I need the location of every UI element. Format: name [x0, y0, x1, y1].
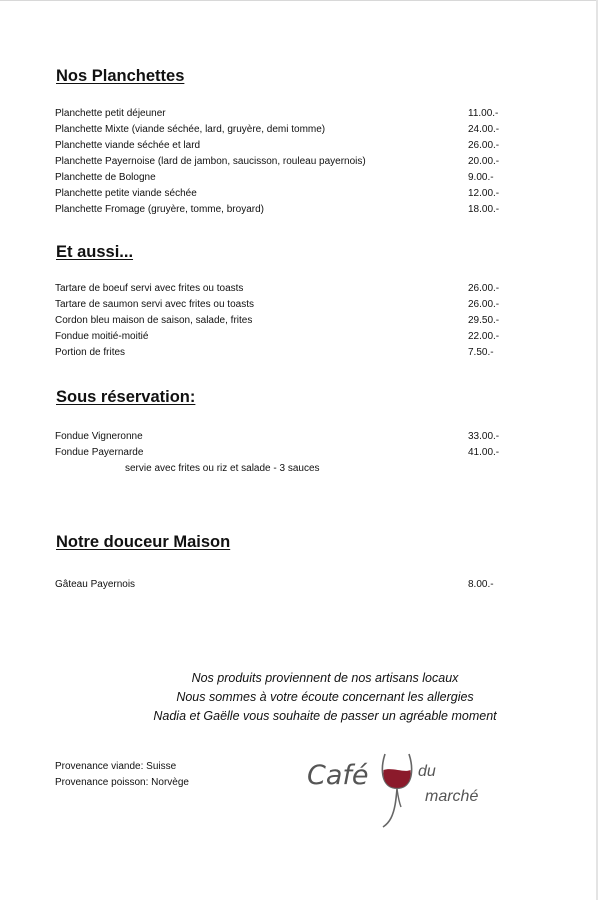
section-title-sous-reservation: Sous réservation: [56, 388, 196, 406]
menu-item [55, 154, 525, 170]
logo-word-cafe: Café [307, 760, 369, 791]
item-name: Planchette petit déjeuner [55, 108, 166, 119]
page-top-border [0, 0, 598, 1]
provenance-fish: Provenance poisson: Norvège [55, 777, 189, 788]
menu-item [55, 138, 525, 154]
menu-item [55, 186, 525, 202]
item-name: Cordon bleu maison de saison, salade, frites [55, 315, 253, 326]
menu-item [55, 329, 525, 345]
menu-item [55, 106, 525, 122]
menu-item [55, 345, 525, 361]
item-name: Tartare de saumon servi avec frites ou toasts [55, 299, 254, 310]
item-price: 18.00.- [468, 204, 500, 215]
item-name: Planchette de Bologne [55, 172, 156, 183]
menu-item [55, 445, 525, 461]
planchettes-list [55, 106, 525, 218]
item-name: Portion de frites [55, 347, 126, 358]
menu-item [55, 313, 525, 329]
item-price: 33.00.- [468, 431, 500, 442]
item-price: 26.00.- [468, 140, 500, 151]
item-name: Planchette petite viande séchée [55, 188, 197, 199]
item-price: 9.00.- [468, 172, 494, 183]
footer-message [0, 669, 598, 726]
item-name: Planchette Payernoise (lard de jambon, saucisson, rouleau payernois) [55, 156, 366, 167]
item-price: 24.00.- [468, 124, 500, 135]
menu-item [55, 170, 525, 186]
item-price: 22.00.- [468, 331, 500, 342]
item-price: 11.00.- [468, 108, 499, 119]
item-price: 20.00.- [468, 156, 500, 167]
menu-item [55, 429, 525, 445]
item-name: Planchette viande séchée et lard [55, 140, 201, 151]
item-price: 7.50.- [468, 347, 494, 358]
footer-line: Nadia et Gaëlle vous souhaite de passer un agréable moment [153, 709, 497, 723]
logo-word-du: du [418, 763, 436, 780]
footer-line: Nous sommes à votre écoute concernant les allergies [176, 690, 474, 704]
item-price: 26.00.- [468, 299, 500, 310]
wine-glass-icon [377, 752, 417, 828]
sous-reservation-list [55, 429, 525, 461]
item-name: Gâteau Payernois [55, 579, 136, 590]
item-name: Fondue Vigneronne [55, 431, 143, 442]
item-name: Tartare de boeuf servi avec frites ou toasts [55, 283, 244, 294]
section-title-et-aussi: Et aussi... [56, 243, 134, 261]
section-title-planchettes: Nos Planchettes [56, 67, 185, 85]
item-price: 26.00.- [468, 283, 500, 294]
item-name: Fondue moitié-moitié [55, 331, 149, 342]
et-aussi-list [55, 281, 525, 361]
menu-item [55, 577, 525, 593]
douceur-list [55, 577, 525, 593]
item-name: Planchette Mixte (viande séchée, lard, gruyère, demi tomme) [55, 124, 326, 135]
item-price: 41.00.- [468, 447, 500, 458]
provenance-meat: Provenance viande: Suisse [55, 761, 177, 772]
footer-line: Nos produits proviennent de nos artisans locaux [191, 671, 459, 685]
menu-item [55, 281, 525, 297]
item-name: Planchette Fromage (gruyère, tomme, broyard) [55, 204, 264, 215]
logo-word-marche: marché [425, 788, 479, 805]
item-price: 12.00.- [468, 188, 500, 199]
menu-item [55, 297, 525, 313]
cafe-du-marche-logo [305, 752, 505, 828]
item-price: 8.00.- [468, 579, 494, 590]
fondue-note: servie avec frites ou riz et salade - 3 sauces [125, 463, 320, 474]
menu-item [55, 202, 525, 218]
section-title-douceur: Notre douceur Maison [56, 533, 231, 551]
item-name: Fondue Payernarde [55, 447, 144, 458]
menu-item [55, 122, 525, 138]
item-price: 29.50.- [468, 315, 500, 326]
